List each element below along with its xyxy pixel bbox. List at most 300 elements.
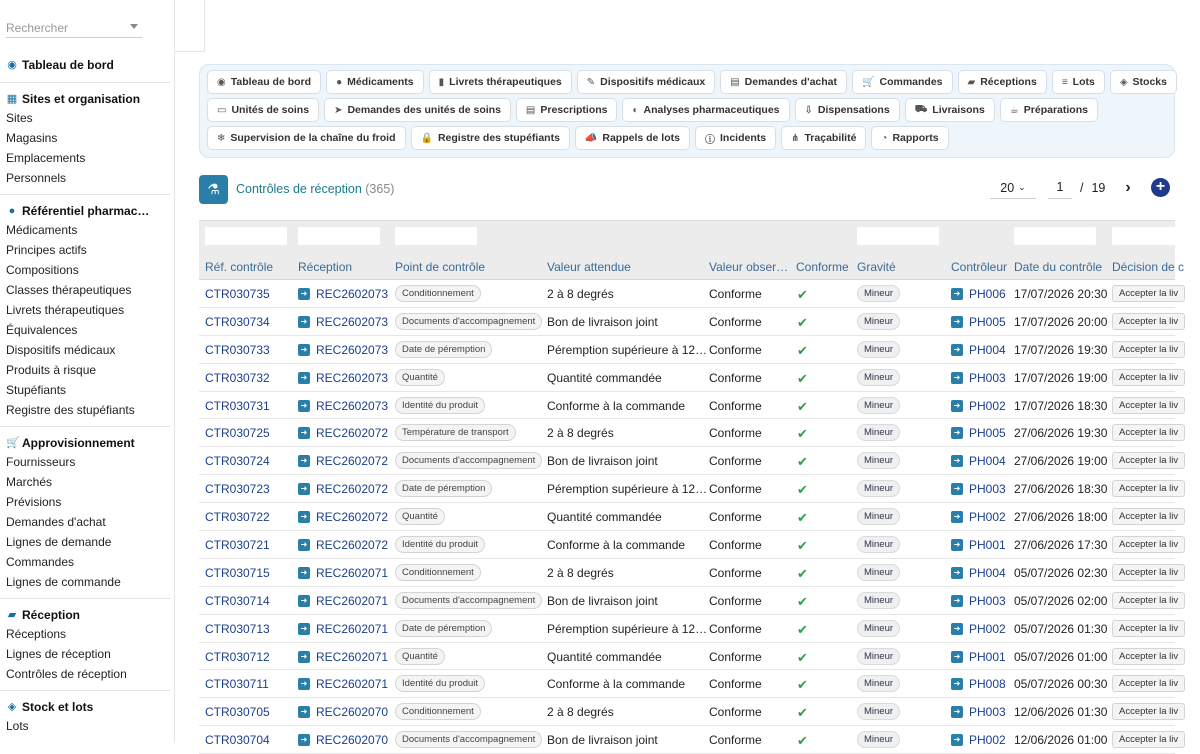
module-row: [206, 126, 1168, 150]
control-point-badge: Documents d'accompagnement: [395, 592, 542, 609]
module-icon: ⛟: [914, 103, 928, 115]
reception-link[interactable]: [298, 454, 388, 468]
sidebar-section-header[interactable]: [0, 90, 170, 108]
table-body: [199, 280, 1179, 754]
controller-id: PH004: [969, 454, 1006, 469]
reception-link[interactable]: [298, 482, 388, 496]
link-icon: ➜: [951, 567, 963, 579]
control-date: 17/07/2026 19:00: [1014, 370, 1108, 385]
total-pages: 19: [1091, 181, 1106, 195]
severity-badge: Mineur: [857, 397, 900, 414]
controller-id: PH003: [969, 482, 1006, 497]
decision-badge: Accepter la liv: [1112, 648, 1185, 665]
link-icon: ➜: [298, 734, 310, 746]
column-header[interactable]: Valeur obser…: [709, 260, 789, 274]
module-label: Réceptions: [980, 76, 1037, 88]
control-point-badge: Date de péremption: [395, 341, 492, 358]
sidebar-dashboard-label: Tableau de bord: [22, 58, 114, 72]
link-icon: ➜: [951, 539, 963, 551]
module-label: Registre des stupéfiants: [437, 132, 560, 144]
sidebar-section-header[interactable]: [0, 202, 170, 220]
check-icon: ✔: [797, 370, 808, 386]
sidebar-item[interactable]: Lignes de réception: [6, 647, 111, 661]
table-row[interactable]: [199, 280, 1179, 308]
module-button[interactable]: [516, 98, 618, 122]
control-ref-link[interactable]: CTR030713: [205, 621, 270, 636]
control-ref-link[interactable]: CTR030724: [205, 454, 270, 469]
check-icon: ✔: [797, 649, 808, 665]
sidebar-item[interactable]: Marchés: [6, 475, 53, 489]
pagination: [990, 177, 1131, 199]
chevron-down-icon[interactable]: [130, 24, 138, 29]
column-filter-input[interactable]: [1014, 227, 1096, 245]
sidebar-section: [0, 202, 170, 420]
check-icon: ✔: [797, 426, 808, 442]
severity-badge: Mineur: [857, 341, 900, 358]
column-filter-input[interactable]: [298, 227, 380, 245]
observed-value: Conforme: [709, 314, 762, 329]
link-icon: ➜: [298, 344, 310, 356]
table-row[interactable]: [199, 615, 1179, 643]
column-filter-input[interactable]: [857, 227, 939, 245]
sidebar-item-dashboard[interactable]: [0, 56, 170, 74]
controller-link[interactable]: [951, 482, 1006, 496]
sidebar-section-header[interactable]: [0, 606, 170, 624]
severity-badge: Mineur: [857, 592, 900, 609]
module-label: Préparations: [1023, 104, 1088, 116]
reception-ref: REC2602072: [316, 482, 389, 497]
sidebar-item[interactable]: Médicaments: [6, 223, 78, 237]
link-icon: ➜: [951, 678, 963, 690]
column-filter-input[interactable]: [205, 227, 287, 245]
column-header[interactable]: Point de contrôle: [395, 260, 486, 274]
control-ref-link[interactable]: CTR030733: [205, 342, 270, 357]
reception-link[interactable]: [298, 426, 388, 440]
sidebar-item[interactable]: Personnels: [6, 171, 67, 185]
reception-link[interactable]: [298, 510, 388, 524]
control-ref-link[interactable]: CTR030731: [205, 398, 270, 413]
reception-link[interactable]: [298, 399, 388, 413]
column-header[interactable]: Contrôleur: [951, 260, 1008, 274]
controller-link[interactable]: [951, 677, 1006, 691]
controller-link[interactable]: [951, 622, 1006, 636]
sidebar-item[interactable]: Livrets thérapeutiques: [6, 303, 125, 317]
observed-value: Conforme: [709, 593, 762, 608]
control-point-badge: Conditionnement: [395, 564, 481, 581]
module-button[interactable]: [905, 98, 995, 122]
table-row[interactable]: [199, 698, 1179, 726]
table-row[interactable]: [199, 587, 1179, 615]
link-icon: ➜: [951, 706, 963, 718]
sidebar-divider: [0, 194, 170, 195]
module-button[interactable]: [324, 98, 511, 122]
control-ref-link[interactable]: CTR030714: [205, 593, 270, 608]
table-row[interactable]: [199, 419, 1179, 447]
controller-link[interactable]: [951, 371, 1006, 385]
reception-link[interactable]: [298, 622, 388, 636]
table-row[interactable]: [199, 726, 1179, 754]
severity-badge: Mineur: [857, 731, 900, 748]
reception-ref: REC2602071: [316, 677, 389, 692]
sidebar-item[interactable]: Équivalences: [6, 323, 78, 337]
control-point-badge: Date de péremption: [395, 480, 492, 497]
severity-badge: Mineur: [857, 480, 900, 497]
sidebar-item[interactable]: Emplacements: [6, 151, 86, 165]
controller-link[interactable]: [951, 650, 1006, 664]
severity-badge: Mineur: [857, 648, 900, 665]
sidebar-item[interactable]: Dispositifs médicaux: [6, 343, 116, 357]
reception-link[interactable]: [298, 594, 388, 608]
boxes-icon: ◈: [7, 701, 17, 713]
reception-link[interactable]: [298, 566, 388, 580]
controller-id: PH002: [969, 733, 1006, 748]
module-button[interactable]: [871, 126, 948, 150]
control-date: 12/06/2026 01:00: [1014, 733, 1108, 748]
page-title: [236, 182, 394, 196]
sidebar-section-title: Stock et lots: [22, 700, 94, 714]
table-row[interactable]: [199, 531, 1179, 559]
module-button[interactable]: [326, 70, 424, 94]
reception-ref: REC2602071: [316, 621, 389, 636]
sidebar-item[interactable]: Lignes de demande: [6, 535, 112, 549]
observed-value: Conforme: [709, 677, 762, 692]
control-date: 17/07/2026 20:30: [1014, 287, 1108, 301]
controller-link[interactable]: [951, 705, 1006, 719]
table-row[interactable]: [199, 503, 1179, 531]
sidebar-item[interactable]: Produits à risque: [6, 363, 97, 377]
link-icon: ➜: [298, 595, 310, 607]
expected-value: Conforme à la commande: [547, 677, 686, 692]
control-point-badge: Quantité: [395, 369, 445, 386]
expected-value: 2 à 8 degrés: [547, 705, 614, 720]
column-header[interactable]: Date du contrôle: [1014, 260, 1103, 274]
column-header[interactable]: Décision de c: [1112, 260, 1185, 274]
severity-badge: Mineur: [857, 369, 900, 386]
module-button[interactable]: [720, 70, 847, 94]
module-label: Demandes d'achat: [744, 76, 838, 88]
decision-badge: Accepter la liv: [1112, 285, 1185, 302]
module-button[interactable]: [1110, 70, 1177, 94]
controller-id: PH001: [969, 538, 1006, 553]
module-icon: 🔒: [420, 132, 433, 144]
control-ref-link[interactable]: CTR030735: [205, 287, 270, 301]
observed-value: Conforme: [709, 398, 762, 413]
observed-value: Conforme: [709, 621, 762, 636]
table-row[interactable]: [199, 643, 1179, 671]
module-label: Traçabilité: [804, 132, 857, 144]
module-label: Analyses pharmaceutiques: [643, 104, 780, 116]
decision-badge: Accepter la liv: [1112, 452, 1185, 469]
reception-link[interactable]: [298, 650, 388, 664]
module-button[interactable]: [577, 70, 715, 94]
decision-badge: Accepter la liv: [1112, 564, 1185, 581]
reception-ref: REC2602070: [316, 705, 389, 720]
decision-badge: Accepter la liv: [1112, 341, 1185, 358]
expected-value: 2 à 8 degrés: [547, 426, 614, 441]
reception-link[interactable]: [298, 315, 388, 329]
page-separator: /: [1080, 181, 1084, 195]
link-icon: ➜: [951, 400, 963, 412]
module-button[interactable]: [795, 98, 900, 122]
reception-link[interactable]: [298, 371, 388, 385]
dashboard-icon: ◉: [7, 59, 17, 71]
module-icon: ▤: [525, 104, 536, 116]
controller-id: PH006: [969, 287, 1006, 301]
controller-id: PH003: [969, 593, 1006, 608]
page-size-select[interactable]: [990, 177, 1036, 199]
severity-badge: Mineur: [857, 564, 900, 581]
table-row[interactable]: [199, 364, 1179, 392]
decision-badge: Accepter la liv: [1112, 536, 1185, 553]
reception-ref: REC2602072: [316, 510, 389, 525]
expected-value: Péremption supérieure à 12…: [547, 342, 708, 357]
reception-ref: REC2602073: [316, 287, 389, 301]
reception-ref: REC2602072: [316, 426, 389, 441]
table-row[interactable]: [199, 475, 1179, 503]
next-page-button[interactable]: ›: [1125, 179, 1131, 196]
control-point-badge: Quantité: [395, 508, 445, 525]
current-page-input[interactable]: 1: [1048, 177, 1072, 199]
sidebar-item[interactable]: Réceptions: [6, 627, 67, 641]
link-icon: ➜: [298, 316, 310, 328]
sidebar-item[interactable]: Prévisions: [6, 495, 62, 509]
control-date: 17/07/2026 20:00: [1014, 314, 1108, 329]
observed-value: Conforme: [709, 705, 762, 720]
module-icon: ◈: [1119, 76, 1128, 88]
control-ref-link[interactable]: CTR030704: [205, 733, 270, 748]
sidebar-item[interactable]: Contrôles de réception: [6, 667, 127, 681]
control-date: 05/07/2026 02:00: [1014, 593, 1108, 608]
decision-badge: Accepter la liv: [1112, 313, 1185, 330]
table-row[interactable]: [199, 392, 1179, 420]
reception-ref: REC2602072: [316, 454, 389, 469]
controller-id: PH002: [969, 621, 1006, 636]
controller-id: PH002: [969, 510, 1006, 525]
reception-link[interactable]: [298, 705, 388, 719]
control-ref-link[interactable]: CTR030721: [205, 538, 270, 553]
control-date: 27/06/2026 19:00: [1014, 454, 1108, 469]
decision-badge: Accepter la liv: [1112, 731, 1185, 748]
column-filter-input[interactable]: [395, 227, 477, 245]
reception-link[interactable]: [298, 538, 388, 552]
expected-value: Péremption supérieure à 12…: [547, 621, 708, 636]
reception-ref: REC2602070: [316, 733, 389, 748]
link-icon: ➜: [951, 595, 963, 607]
controller-link[interactable]: [951, 426, 1006, 440]
module-row: [206, 70, 1168, 94]
module-button[interactable]: [207, 98, 319, 122]
expected-value: Bon de livraison joint: [547, 593, 658, 608]
column-header[interactable]: Réf. contrôle: [205, 260, 274, 274]
decision-badge: Accepter la liv: [1112, 397, 1185, 414]
reception-link[interactable]: [298, 343, 388, 357]
link-icon: ➜: [298, 400, 310, 412]
control-point-badge: Conditionnement: [395, 285, 481, 302]
sidebar: [0, 0, 175, 743]
module-button[interactable]: [411, 126, 570, 150]
control-ref-link[interactable]: CTR030712: [205, 649, 270, 664]
severity-badge: Mineur: [857, 313, 900, 330]
column-header[interactable]: Valeur attendue: [547, 260, 631, 274]
expected-value: Bon de livraison joint: [547, 314, 658, 329]
controller-link[interactable]: [951, 287, 1006, 301]
sidebar-section-title: Sites et organisation: [22, 92, 141, 106]
control-date: 05/07/2026 01:30: [1014, 621, 1108, 636]
table-row[interactable]: [199, 670, 1179, 698]
control-ref-link[interactable]: CTR030705: [205, 705, 270, 720]
controller-link[interactable]: [951, 315, 1006, 329]
table-row[interactable]: [199, 559, 1179, 587]
link-icon: ➜: [298, 539, 310, 551]
controller-link[interactable]: [951, 566, 1006, 580]
module-button[interactable]: [1052, 70, 1105, 94]
sidebar-item[interactable]: Demandes d'achat: [6, 515, 106, 529]
module-label: Supervision de la chaîne du froid: [230, 132, 396, 144]
module-icon: 🛒: [862, 76, 875, 88]
decision-badge: Accepter la liv: [1112, 620, 1185, 637]
controller-link[interactable]: [951, 733, 1006, 747]
control-ref-link[interactable]: CTR030722: [205, 510, 270, 525]
reception-ref: REC2602073: [316, 398, 389, 413]
sidebar-item[interactable]: Lignes de commande: [6, 575, 121, 589]
module-button[interactable]: [852, 70, 952, 94]
record-count: (365): [365, 182, 395, 196]
expected-value: Bon de livraison joint: [547, 733, 658, 748]
table-row[interactable]: [199, 308, 1179, 336]
module-button[interactable]: [207, 70, 321, 94]
control-point-badge: Conditionnement: [395, 703, 481, 720]
sidebar-item[interactable]: Compositions: [6, 263, 79, 277]
reception-ref: REC2602071: [316, 649, 389, 664]
sidebar-section-header[interactable]: [0, 434, 170, 452]
control-ref-link[interactable]: CTR030732: [205, 370, 270, 385]
sidebar-item[interactable]: Commandes: [6, 555, 75, 569]
severity-badge: Mineur: [857, 285, 900, 302]
controller-link[interactable]: [951, 399, 1006, 413]
table-row[interactable]: [199, 336, 1179, 364]
sidebar-item[interactable]: Registre des stupéfiants: [6, 403, 135, 417]
control-point-badge: Documents d'accompagnement: [395, 452, 542, 469]
column-header[interactable]: Conforme: [796, 260, 849, 274]
module-button[interactable]: [207, 126, 406, 150]
module-label: Livraisons: [932, 104, 985, 116]
control-date: 05/07/2026 02:30: [1014, 565, 1108, 580]
module-button[interactable]: [781, 126, 866, 150]
table-header: [199, 260, 1185, 280]
reception-control-icon: ⚗: [199, 175, 228, 204]
sidebar-search-input[interactable]: [6, 18, 142, 38]
expected-value: Quantité commandée: [547, 649, 662, 664]
truck-loading-icon: ▰: [7, 609, 17, 621]
link-icon: ➜: [951, 483, 963, 495]
controller-link[interactable]: [951, 594, 1006, 608]
observed-value: Conforme: [709, 510, 762, 525]
check-icon: ✔: [797, 705, 808, 721]
pills-icon: ●: [8, 205, 16, 217]
module-label: Tableau de bord: [230, 76, 312, 88]
sidebar-item[interactable]: Lots: [6, 719, 29, 733]
observed-value: Conforme: [709, 454, 762, 469]
control-point-badge: Identité du produit: [395, 397, 485, 414]
column-header[interactable]: Gravité: [857, 260, 896, 274]
link-icon: ➜: [951, 372, 963, 384]
observed-value: Conforme: [709, 565, 762, 580]
column-filter-input[interactable]: [1112, 227, 1182, 245]
module-label: Rapports: [892, 132, 939, 144]
controller-link[interactable]: [951, 538, 1006, 552]
control-ref-link[interactable]: CTR030725: [205, 426, 270, 441]
sidebar-divider: [0, 690, 170, 691]
module-label: Médicaments: [347, 76, 414, 88]
controller-id: PH008: [969, 677, 1006, 692]
control-ref-link[interactable]: CTR030715: [205, 565, 270, 580]
controller-link[interactable]: [951, 343, 1006, 357]
reception-link[interactable]: [298, 677, 388, 691]
control-ref-link[interactable]: CTR030711: [205, 677, 269, 692]
module-label: Lots: [1072, 76, 1095, 88]
link-icon: ➜: [298, 567, 310, 579]
controller-id: PH003: [969, 705, 1006, 720]
controller-link[interactable]: [951, 454, 1006, 468]
column-header[interactable]: Réception: [298, 260, 353, 274]
sidebar-section-title: Référentiel pharmac…: [22, 204, 150, 218]
check-icon: ✔: [797, 733, 808, 749]
expected-value: 2 à 8 degrés: [547, 565, 614, 580]
sidebar-section-header[interactable]: [0, 698, 170, 716]
sidebar-item[interactable]: Principes actifs: [6, 243, 87, 257]
module-button[interactable]: [429, 70, 572, 94]
link-icon: ➜: [298, 372, 310, 384]
sidebar-item[interactable]: Magasins: [6, 131, 58, 145]
data-table: [199, 220, 1185, 749]
observed-value: Conforme: [709, 426, 762, 441]
control-point-badge: Documents d'accompagnement: [395, 313, 542, 330]
module-button[interactable]: [1000, 98, 1098, 122]
expected-value: Conforme à la commande: [547, 398, 686, 413]
control-ref-link[interactable]: CTR030734: [205, 314, 270, 329]
module-button[interactable]: [575, 126, 690, 150]
expected-value: 2 à 8 degrés: [547, 287, 614, 301]
expected-value: Quantité commandée: [547, 510, 662, 525]
link-icon: ➜: [298, 483, 310, 495]
control-date: 05/07/2026 01:00: [1014, 649, 1108, 664]
sidebar-section: [0, 90, 170, 188]
sidebar-item[interactable]: Stupéfiants: [6, 383, 67, 397]
module-button[interactable]: [958, 70, 1047, 94]
module-icon: ⓘ: [704, 134, 715, 146]
reception-link[interactable]: [298, 287, 388, 301]
link-icon: ➜: [951, 511, 963, 523]
top-panel: [175, 0, 205, 52]
reception-link[interactable]: [298, 733, 388, 747]
table-row[interactable]: [199, 447, 1179, 475]
control-ref-link[interactable]: CTR030723: [205, 482, 270, 497]
check-icon: ✔: [797, 314, 808, 330]
controller-link[interactable]: [951, 510, 1006, 524]
observed-value: Conforme: [709, 370, 762, 385]
search-placeholder: Rechercher: [6, 21, 69, 35]
add-record-button[interactable]: +: [1151, 178, 1170, 197]
module-icon: ⇩: [804, 104, 813, 116]
module-icon: ⋔: [791, 132, 800, 144]
sidebar-item[interactable]: Classes thérapeutiques: [6, 283, 132, 297]
module-button[interactable]: [622, 98, 789, 122]
module-button[interactable]: [695, 126, 776, 150]
sidebar-item[interactable]: Fournisseurs: [6, 455, 76, 469]
sidebar-section: [0, 434, 170, 592]
sidebar-divider: [0, 426, 170, 427]
sidebar-item[interactable]: Sites: [6, 111, 33, 125]
